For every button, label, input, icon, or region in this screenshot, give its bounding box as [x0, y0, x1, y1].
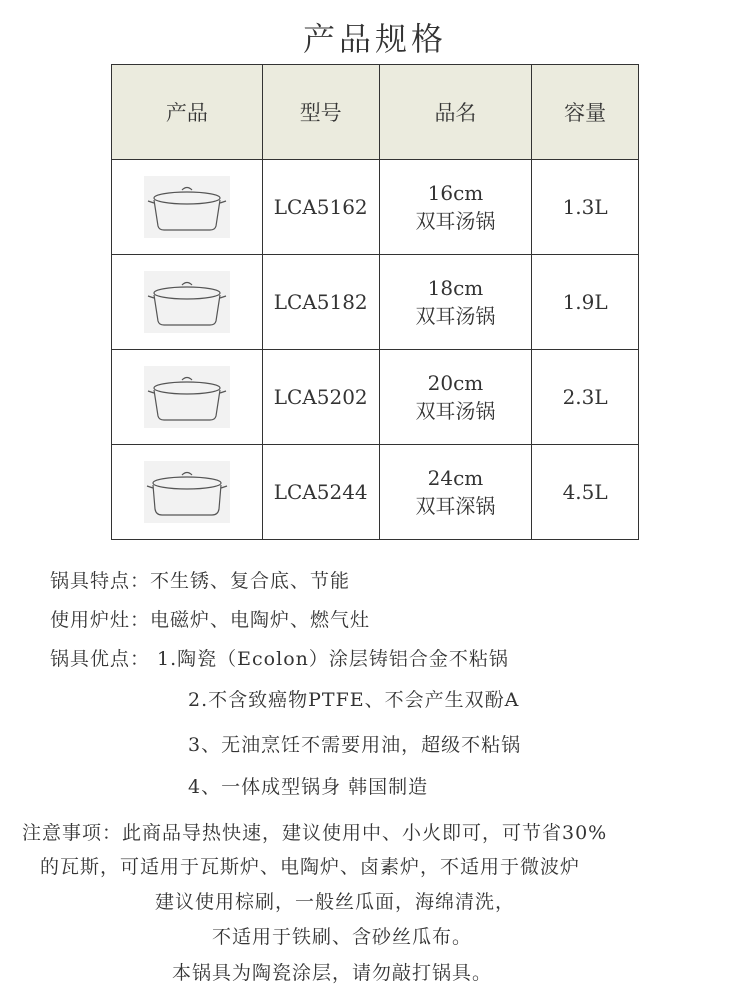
advantages-line-3: 3、无油烹饪不需要用油，超级不粘锅: [188, 734, 522, 756]
model-cell: LCA5162: [262, 160, 379, 255]
name-cell: [379, 350, 532, 445]
table-row: [112, 350, 639, 445]
page-title: 产品规格: [302, 20, 447, 58]
advantages-line-1: 锅具优点： 1.陶瓷（Ecolon）涂层铸铝合金不粘锅: [50, 648, 509, 670]
caution-line-3: 建议使用棕刷，一般丝瓜面，海绵清洗，: [155, 891, 516, 913]
size-text: 20cm: [427, 371, 484, 395]
size-text: 18cm: [427, 276, 484, 300]
name-cell: [379, 255, 532, 350]
size-text: 24cm: [427, 466, 484, 490]
table-row: [112, 445, 639, 540]
capacity-cell: 2.3L: [532, 350, 639, 445]
name-text: 双耳汤锅: [415, 399, 496, 423]
model-cell: LCA5244: [262, 445, 379, 540]
caution-line-2: 的瓦斯，可适用于瓦斯炉、电陶炉、卤素炉，不适用于微波炉: [40, 856, 581, 878]
features-line: 锅具特点：不生锈、复合底、节能: [50, 570, 351, 592]
stoves-line: 使用炉灶：电磁炉、电陶炉、燃气灶: [50, 609, 371, 631]
pot-icon: [144, 366, 230, 428]
caution-line-4: 不适用于铁刷、含砂丝瓜布。: [212, 926, 473, 948]
caution-line-1: 注意事项：此商品导热快速，建议使用中、小火即可，可节省30%: [22, 822, 608, 844]
capacity-cell: 1.9L: [532, 255, 639, 350]
advantages-line-2: 2.不含致癌物PTFE、不会产生双酚A: [188, 689, 520, 711]
pot-icon: [144, 461, 230, 523]
model-cell: LCA5182: [262, 255, 379, 350]
header-product: 产品: [112, 65, 263, 160]
caution-line-5: 本锅具为陶瓷涂层，请勿敲打锅具。: [172, 962, 493, 984]
product-cell: [112, 445, 263, 540]
name-cell: [379, 445, 532, 540]
table-row: [112, 255, 639, 350]
product-cell: [112, 160, 263, 255]
table-row: [112, 160, 639, 255]
pot-icon: [144, 176, 230, 238]
capacity-cell: 4.5L: [532, 445, 639, 540]
name-text: 双耳汤锅: [415, 209, 496, 233]
header-name: 品名: [379, 65, 532, 160]
name-text: 双耳深锅: [415, 494, 496, 518]
table-header-row: [112, 65, 639, 160]
name-cell: [379, 160, 532, 255]
product-cell: [112, 255, 263, 350]
size-text: 16cm: [427, 181, 484, 205]
spec-table: [111, 64, 639, 540]
name-text: 双耳汤锅: [415, 304, 496, 328]
capacity-cell: 1.3L: [532, 160, 639, 255]
header-model: 型号: [262, 65, 379, 160]
product-cell: [112, 350, 263, 445]
advantages-line-4: 4、一体成型锅身 韩国制造: [188, 776, 429, 798]
header-capacity: 容量: [532, 65, 639, 160]
pot-icon: [144, 271, 230, 333]
model-cell: LCA5202: [262, 350, 379, 445]
